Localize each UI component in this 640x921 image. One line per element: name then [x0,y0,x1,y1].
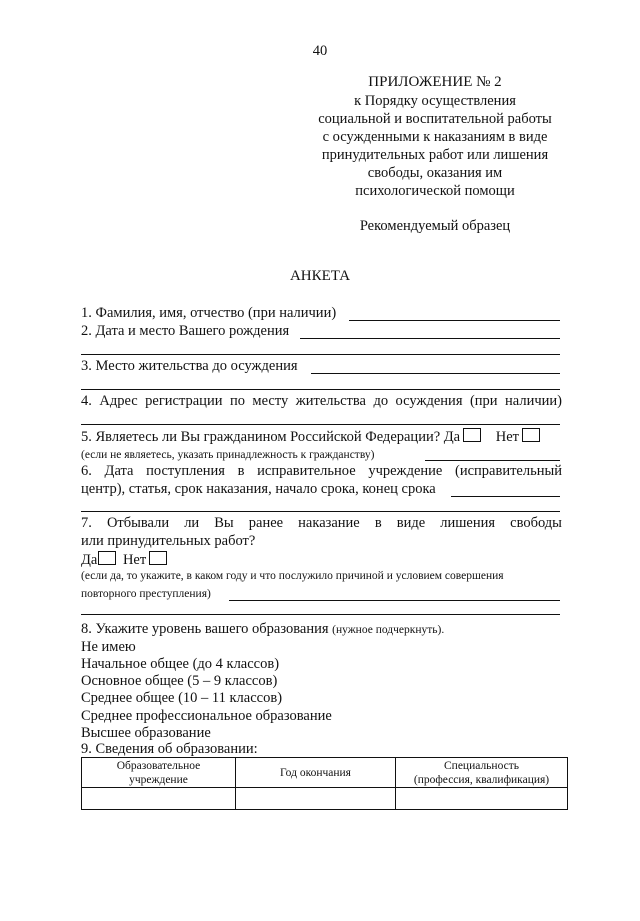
q4-word: месту [252,393,289,409]
education-option-primary[interactable]: Начальное общее (до 4 классов) [81,656,280,672]
appendix-title: ПРИЛОЖЕНИЕ № 2 [368,74,502,90]
appendix-line: к Порядку осуществления [354,93,516,109]
q7-hint: (если да, то укажите, в каком году и что послужило причиной и условием совершения [81,570,504,582]
repeat-offense-field-continued[interactable] [81,614,560,615]
q4-word: жительства [295,393,366,409]
q7-word: 7. [81,515,92,531]
question-7-label [81,515,562,532]
repeat-offense-field[interactable] [229,600,560,601]
q4-word: (при [469,393,498,409]
question-6-label [81,463,562,480]
col-specialty [396,758,568,788]
form-title: АНКЕТА [289,268,351,284]
citizenship-field[interactable] [425,460,560,461]
q4-word: осуждения [395,393,463,409]
q4-word: до [373,393,389,409]
q6-word: 6. [81,463,92,479]
appendix-line: психологической помощи [355,183,515,199]
table-row [82,788,568,810]
question-6-line2: центр), статья, срок наказания, начало срока, конец срока [81,481,436,497]
question-1-label: 1. Фамилия, имя, отчество (при наличии) [81,305,337,321]
q6-word: Дата [104,463,134,479]
sample-note: Рекомендуемый образец [359,218,511,234]
question-4-label [81,393,562,410]
education-option-none[interactable]: Не имею [81,639,136,655]
q6-word: в [237,463,245,479]
cell-specialty[interactable] [396,788,568,810]
q6-word: учреждение [368,463,443,479]
col-institution-line2: учреждение [129,773,188,786]
appendix-line: принудительных работ или лишения [321,147,549,163]
sentence-info-field[interactable] [451,496,560,497]
q7-word: наказание [298,515,360,531]
col-specialty-line1: Специальность [444,759,519,772]
q4-word: наличии) [505,393,562,409]
q5-no-label: Нет [495,429,519,445]
q7-yes-checkbox[interactable] [98,551,116,565]
registration-address-field[interactable] [81,424,560,425]
q6-word: поступления [146,463,225,479]
q7-yes-label: Да [81,552,98,568]
q5-yes-label: Да [443,429,461,445]
q7-word: ли [184,515,200,531]
education-option-basic[interactable]: Основное общее (5 – 9 классов) [81,673,278,689]
q5-hint: (если не являетесь, указать принадлежность к гражданству) [81,449,375,461]
q8-hint: (нужное подчеркнуть). [332,624,445,636]
cell-institution[interactable] [82,788,236,810]
q4-word: регистрации [145,393,223,409]
q7-no-checkbox[interactable] [149,551,167,565]
cell-year[interactable] [236,788,396,810]
q7-word: ранее [248,515,284,531]
question-8-label [81,621,444,638]
question-9-label: 9. Сведения об образовании: [81,741,258,757]
birth-date-place-field-continued[interactable] [81,354,560,355]
education-table [81,757,568,810]
birth-date-place-field[interactable] [300,338,560,339]
q6-word: (исправительный [455,463,562,479]
q7-word: виде [396,515,426,531]
full-name-field[interactable] [349,320,560,321]
q8-title: 8. Укажите уровень вашего образования [81,621,329,637]
residence-field-continued[interactable] [81,389,560,390]
question-2-label: 2. Дата и место Вашего рождения [81,323,290,339]
q7-word: лишения [440,515,496,531]
appendix-line: свободы, оказания им [367,165,503,181]
education-option-vocational[interactable]: Среднее профессиональное образование [81,708,332,724]
col-institution-line1: Образовательное [116,759,201,772]
col-institution [82,758,236,788]
page-number: 40 [312,43,328,59]
question-5-label: 5. Являетесь ли Вы гражданином Российской Федерации? [81,429,441,445]
q4-word: 4. [81,393,92,409]
question-7-line2: или принудительных работ? [81,533,256,549]
q4-word: по [229,393,245,409]
q7-hint-line2: повторного преступления) [81,588,211,600]
col-year: Год окончания [236,758,396,788]
appendix-line: социальной и воспитательной работы [318,111,552,127]
q4-word: Адрес [99,393,138,409]
appendix-line: с осужденными к наказаниям в виде [322,129,548,145]
q7-word: Вы [214,515,234,531]
residence-field[interactable] [311,373,560,374]
q6-word: исправительное [257,463,356,479]
education-table-header [82,758,568,788]
q5-no-checkbox[interactable] [522,428,540,442]
q5-yes-checkbox[interactable] [463,428,481,442]
q7-word: свободы [510,515,562,531]
sentence-info-field-continued[interactable] [81,511,560,512]
education-option-secondary[interactable]: Среднее общее (10 – 11 классов) [81,690,283,706]
q7-word: в [374,515,382,531]
q7-word: Отбывали [106,515,170,531]
education-option-higher[interactable]: Высшее образование [81,725,211,741]
question-3-label: 3. Место жительства до осуждения [81,358,298,374]
question-5-row [81,428,543,446]
q7-options-row [81,551,170,569]
col-specialty-line2: (профессия, квалификация) [413,773,550,786]
q7-no-label: Нет [122,552,147,568]
